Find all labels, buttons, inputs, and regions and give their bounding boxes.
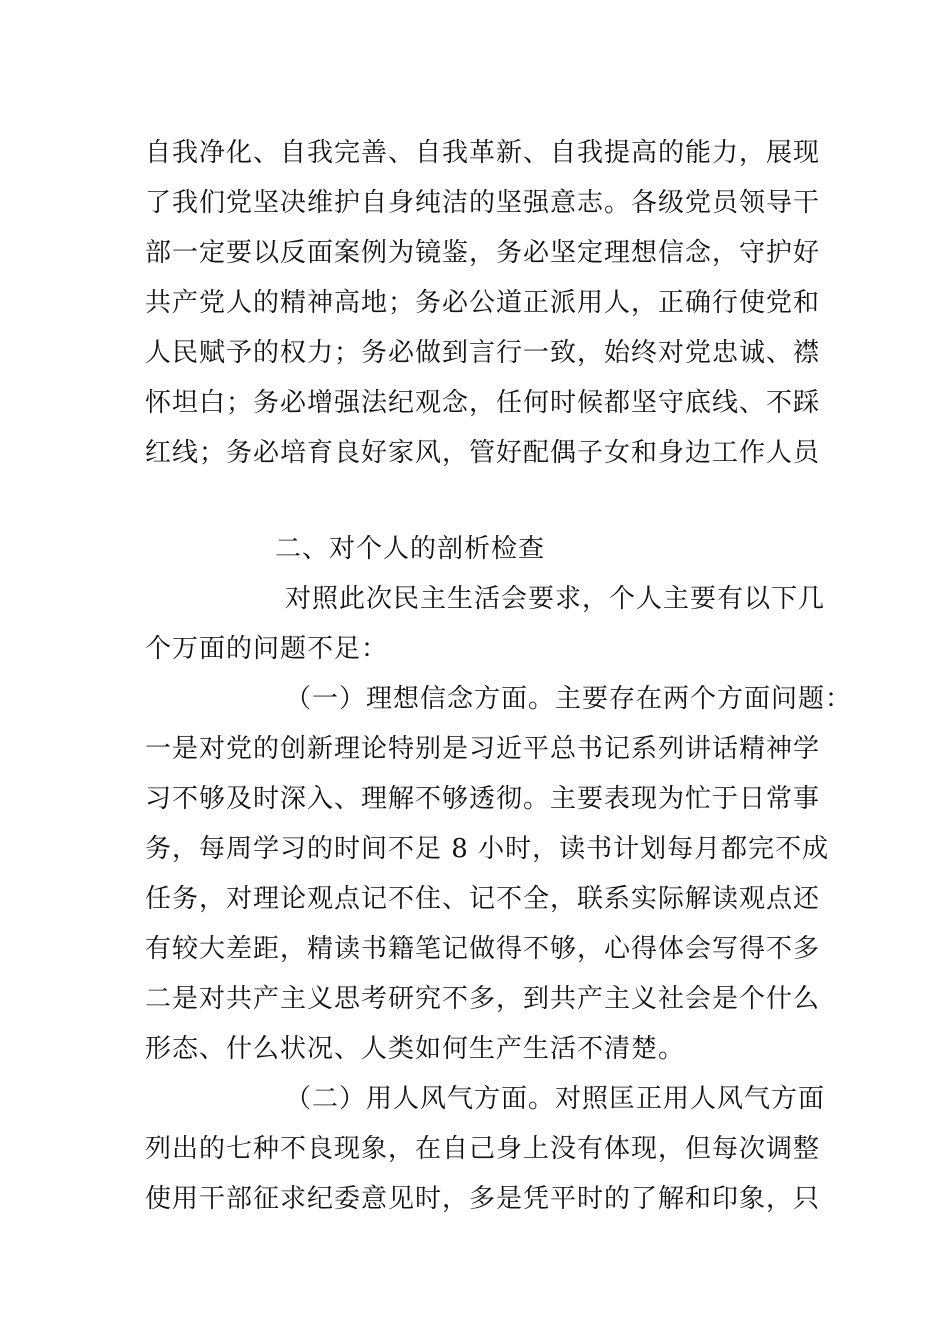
paragraph1-line-3: 部一定要以反面案例为镜鉴，务必坚定理想信念，守护好 [145, 238, 821, 268]
paragraph1-line-6: 怀坦白；务必增强法纪观念，任何时候都坚守底线、不踩 [145, 388, 821, 418]
item1-line-8: 形态、什么状况、人类如何生产生活不清楚。 [145, 1034, 686, 1064]
paragraph2-line-2: 个万面的问题不足： [145, 634, 389, 664]
paragraph2-line-1: 对照此次民主生活会要求，个人主要有以下几 [285, 584, 826, 614]
item1-line-6: 有较大差距，精读书籍笔记做得不够，心得体会写得不多 [145, 934, 821, 964]
item1-line-1: （一）理想信念方面。主要存在两个方面问题： [285, 684, 853, 714]
item2-line-3: 使用干部征求纪委意见时，多是凭平时的了解和印象，只 [145, 1184, 821, 1214]
section-heading: 二、对个人的剖析检查 [275, 534, 546, 564]
paragraph1-line-2: 了我们党坚决维护自身纯洁的坚强意志。各级党员领导干 [145, 188, 821, 218]
paragraph1-line-7: 红线；务必培育良好家风，管好配偶子女和身边工作人员 [145, 438, 821, 468]
paragraph1-line-5: 人民赋予的权力；务必做到言行一致，始终对党忠诚、襟 [145, 338, 821, 368]
item2-line-1: （二）用人风气方面。对照匡正用人风气方面 [285, 1084, 826, 1114]
item1-line-3: 习不够及时深入、理解不够透彻。主要表现为忙于日常事 [145, 784, 821, 814]
item1-line-5: 任务，对理论观点记不住、记不全，联系实际解读观点还 [145, 884, 821, 914]
item1-line-4: 务，每周学习的时间不足 8 小时，读书计划每月都完不成 [145, 834, 830, 864]
paragraph1-line-4: 共产党人的精神高地；务必公道正派用人，正确行使党和 [145, 288, 821, 318]
item1-line-2: 一是对党的创新理论特别是习近平总书记系列讲话精神学 [145, 734, 821, 764]
item1-line-7: 二是对共产主义思考研究不多，到共产主义社会是个什么 [145, 984, 821, 1014]
item2-line-2: 列出的七种不良现象，在自己身上没有体现，但每次调整 [145, 1134, 821, 1164]
paragraph1-line-1: 自我净化、自我完善、自我革新、自我提高的能力，展现 [145, 138, 821, 168]
